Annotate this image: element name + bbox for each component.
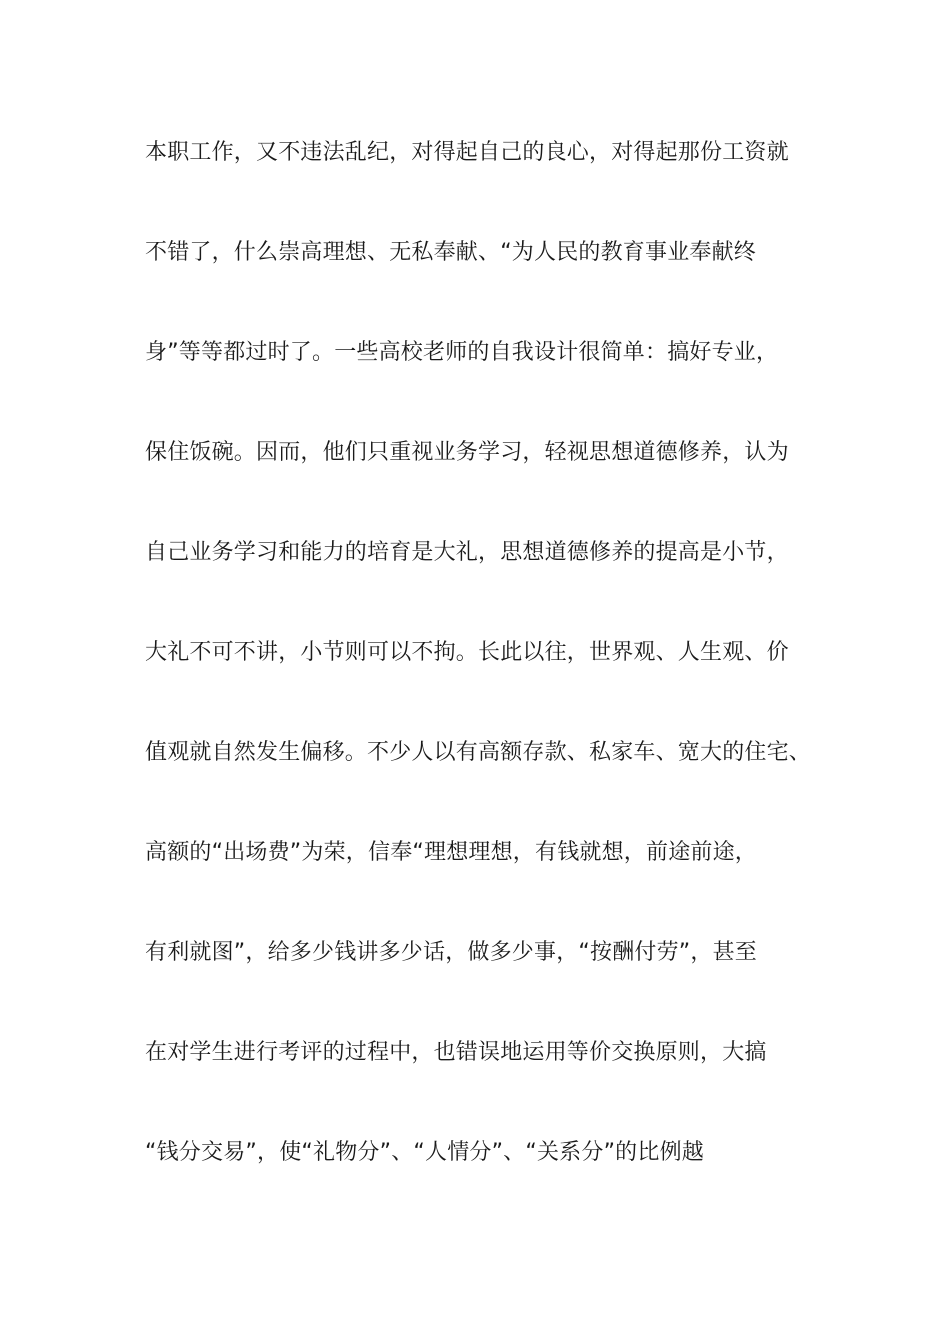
- text-line: 保住饭碗。因而，他们只重视业务学习，轻视思想道德修养，认为: [145, 440, 789, 465]
- text-line: 不错了，什么崇高理想、无私奉献、“为人民的教育事业奉献终: [145, 240, 756, 265]
- body-text: [145, 128, 835, 1228]
- text-line: 身”等等都过时了。一些高校老师的自我设计很简单：搞好专业，: [145, 340, 779, 365]
- text-line: “钱分交易”，使“礼物分”、“人情分”、“关系分”的比例越: [145, 1140, 704, 1165]
- text-line: 自己业务学习和能力的培育是大礼，思想道德修养的提高是小节，: [145, 540, 789, 565]
- text-line: 大礼不可不讲，小节则可以不拘。长此以往，世界观、人生观、价: [145, 640, 789, 665]
- text-line: 本职工作，又不违法乱纪，对得起自己的良心，对得起那份工资就: [145, 140, 789, 165]
- text-line: 值观就自然发生偏移。不少人以有高额存款、私家车、宽大的住宅、: [145, 740, 812, 765]
- text-line: 在对学生进行考评的过程中，也错误地运用等价交换原则，大搞: [145, 1040, 767, 1065]
- text-line: 高额的“出场费”为荣，信奉“理想理想，有钱就想，前途前途，: [145, 840, 757, 865]
- text-line: 有利就图”，给多少钱讲多少话，做多少事，“按酬付劳”，甚至: [145, 940, 757, 965]
